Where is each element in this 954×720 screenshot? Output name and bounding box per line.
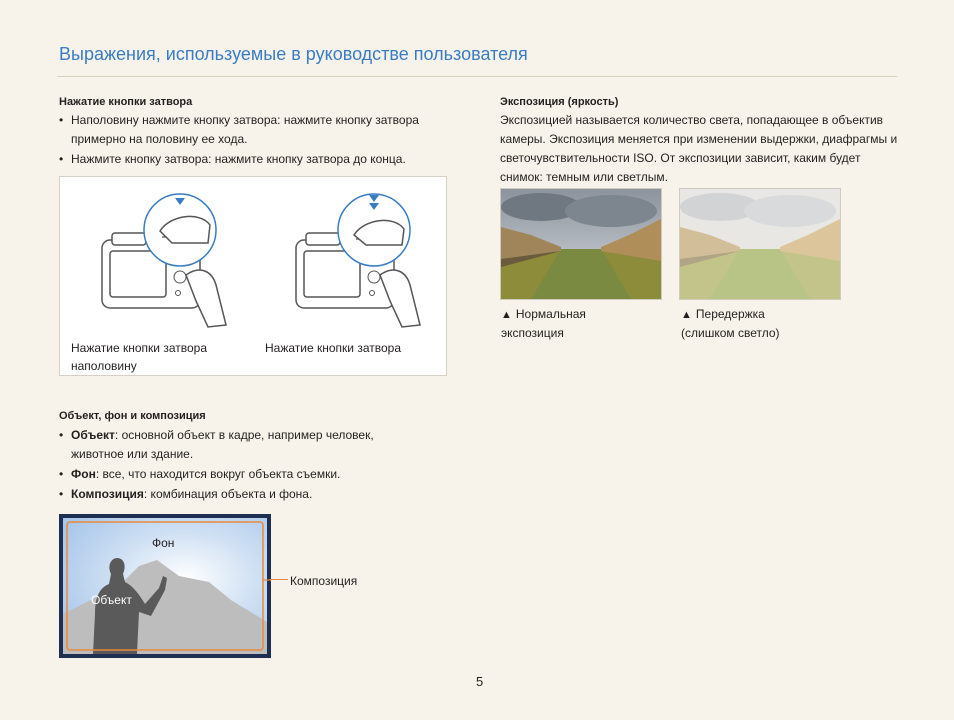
caption-normal: ▲ Нормальная экспозиция [501, 307, 586, 340]
shutter-bullets [59, 111, 449, 170]
caption-full-press: Нажатие кнопки затвора [265, 341, 401, 355]
list-item: • Наполовину нажмите кнопку затвора: нажмите кнопку затвора примерно на половину ее хода. [59, 111, 449, 149]
normal-exposure-photo [500, 188, 662, 300]
label-background: Фон [152, 536, 175, 550]
page-number: 5 [476, 674, 484, 689]
list-item: • Нажмите кнопку затвора: нажмите кнопку затвора до конца. [59, 150, 449, 169]
list-item: • Фон: все, что находится вокруг объекта съемки. [59, 465, 429, 484]
term: Объект [71, 428, 115, 442]
overexposed-photo [679, 188, 841, 300]
label-subject: Объект [91, 593, 132, 607]
list-item: • Композиция: комбинация объекта и фона. [59, 485, 429, 504]
caption-overexposed: ▲ Передержка (слишком светло) [681, 307, 780, 340]
list-item: • Объект: основной объект в кадре, например человек, животное или здание. [59, 426, 429, 464]
label-composition: Композиция [290, 574, 358, 588]
caption-half-press: Нажатие кнопки затвора наполовину [71, 341, 207, 373]
subject-bullets [59, 426, 429, 505]
triangle-up-icon: ▲ [501, 309, 512, 321]
exposure-text: Экспозицией называется количество света, попадающее в объектив камеры. Экспозиция меняется при изменении выдержки, диафрагмы и светочувствительности ISO. От экспозиции зависит, каким будет снимок: темным или светлым. [500, 113, 898, 184]
triangle-up-icon: ▲ [681, 309, 692, 321]
subject-heading: Объект, фон и композиция [59, 410, 206, 422]
exposure-heading: Экспозиция (яркость) [500, 96, 619, 108]
composition-leader-line [270, 579, 288, 580]
shutter-illustration-panel [59, 176, 447, 376]
title-divider [57, 76, 897, 77]
full-press-illustration [294, 185, 444, 335]
term: Фон [71, 467, 96, 481]
term: Композиция [71, 487, 144, 501]
page-title: Выражения, используемые в руководстве пользователя [59, 44, 528, 64]
half-press-illustration [100, 185, 250, 335]
shutter-heading: Нажатие кнопки затвора [59, 96, 193, 108]
